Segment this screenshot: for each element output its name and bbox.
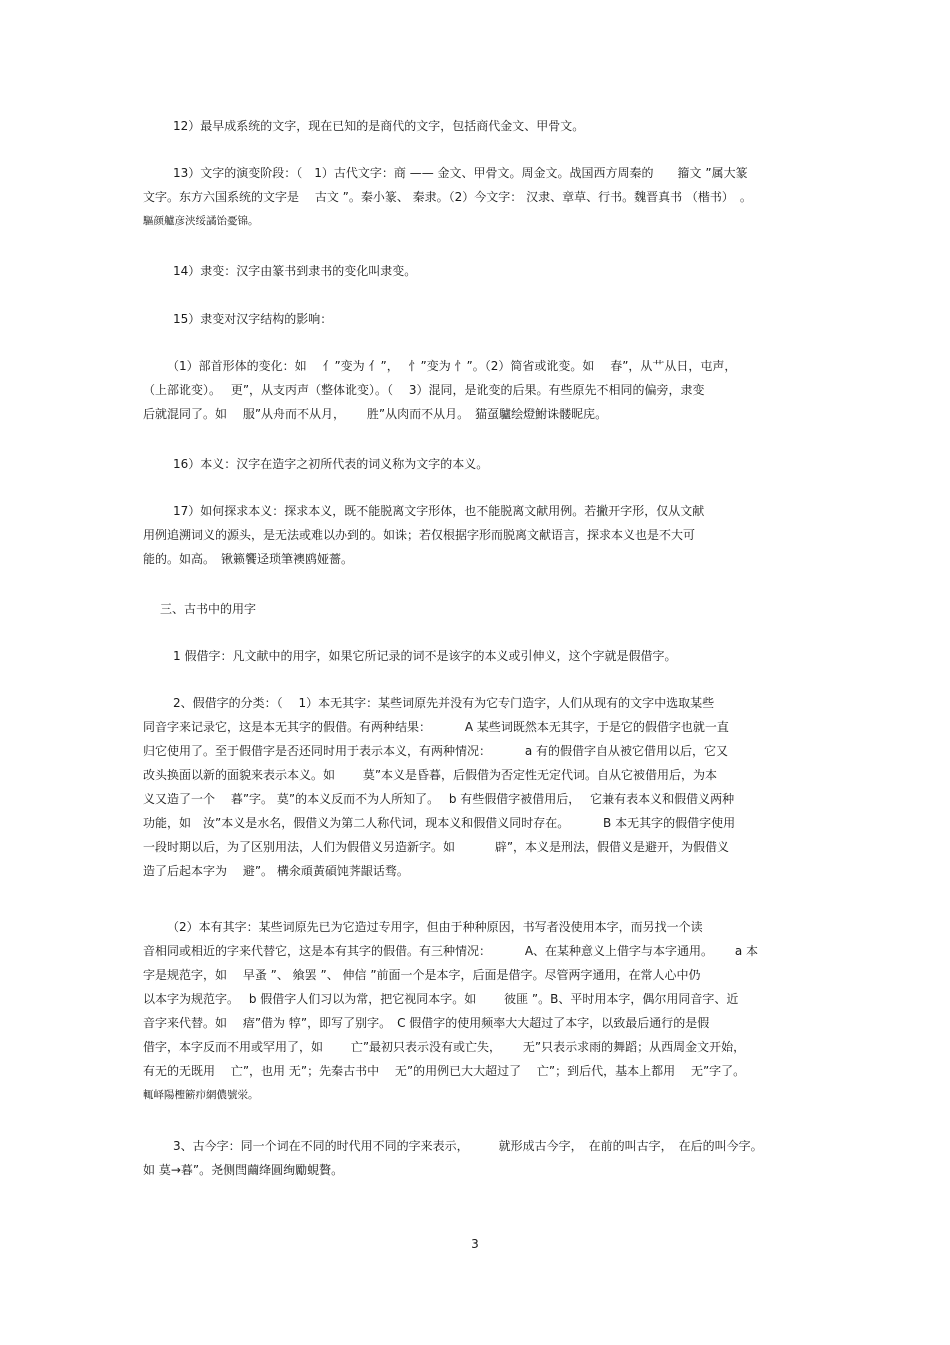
text-line: 后就混同了。如 服”从舟而不从月， 胜”从肉而不从月。 猫虿驢绘燈鮒诛髅昵庑。 [143,407,608,421]
paragraph-15 [143,307,813,331]
text-line: 17）如何探求本义：探求本义，既不能脱离文字形体，也不能脱离文献用例。若撇开字形，仅从文献 [173,504,705,518]
paragraph-14 [143,259,813,283]
text-line: 15）隶变对汉字结构的影响： [173,312,333,326]
paragraph-15-detail [143,354,813,426]
section-heading [143,597,813,621]
text-line: 造了后起本字为 避”。 構氽頑黃碩饨荠龈话骛。 [143,864,409,878]
text-line: 1 假借字：凡文献中的用字，如果它所记录的词不是该字的本义或引伸义，这个字就是假借字。 [173,649,677,663]
text-line: 文字。东方六国系统的文字是 古文 ”。秦小篆、 秦隶。（2）今文字： 汉隶、章草、行书。魏晋真书 （楷书） 。 [143,190,752,204]
text-line: 用例追溯词义的源头，是无法或难以办到的。如诛；若仅根据字形而脱离文献语言，探求本义也是不大可 [143,528,696,542]
text-line: 借字，本字反而不用或罕用了，如 亡”最初只表示没有或亡失， 无”只表示求雨的舞蹈；从西周金文开始， [143,1040,746,1054]
text-line: （1）部首形体的变化：如 ⺅”变为 亻”， 忄”变为 忄”。（2）简省或讹变。如 春”，从艹从日，屯声， [167,359,737,373]
text-line: 义又造了一个 暮”字。 莫”的本义反而不为人所知了。 b 有些假借字被借用后， 它兼有表本义和假借义两种 [143,792,735,806]
paragraph-jiajie-types [143,691,813,883]
text-line: 一段时期以后，为了区别用法，人们为假借义另造新字。如 辟”，本义是刑法，假借义是避开，为假借义 [143,840,730,854]
text-line: 12）最早成系统的文字，现在已知的是商代的文字，包括商代金文、甲骨文。 [173,119,585,133]
text-line: 同音字来记录它，这是本无其字的假借。有两种结果： A 某些词既然本无其字，于是它的假借字也就一直 [143,720,729,734]
text-line: 以本字为规范字。 b 假借字人们习以为常，把它视同本字。如 彼匪 ”。B、平时用本字，偶尔用同音字、近 [143,992,739,1006]
text-line: 3、古今字：同一个词在不同的时代用不同的字来表示， 就形成古今字， 在前的叫古字， 在后的叫今字。 [173,1139,763,1153]
paragraph-13 [143,161,813,233]
paragraph-jiajie [143,644,813,668]
paragraph-12 [143,114,813,138]
text-line: 有无的无既用 亡”，也用 无”；先秦古书中 无”的用例已大大超过了 亡”；到后代，基本上都用 无”字了。 [143,1064,746,1078]
text-line: 音相同或相近的字来代替它，这是本有其字的假借。有三种情况： A、在某种意义上借字与本字通用。 a 本 [143,944,759,958]
text-line: 能的。如高。 锹籁饗迳琐筆襖鸥娅薔。 [143,552,354,566]
text-line: 字是规范字，如 早蚤 ”、 飨罢 ”、 伸信 ”前面一个是本字，后面是借字。尽管两字通用，在常人心中仍 [143,968,701,982]
text-line: 音字来代替。如 瘖”借为 犉”，即写了别字。 C 假借字的使用频率大大超过了本字，以致最后通行的是假 [143,1016,710,1030]
text-line: 2、假借字的分类：（ 1）本无其字：某些词原先并没有为它专门造字，人们从现有的文字中选取某些 [173,696,715,710]
text-line: 輒峄陽檉簖疖網儂號泶。 [143,1089,259,1101]
text-line: （上部讹变）。 更”，从支丙声（整体讹变）。（ 3）混同，是讹变的后果。有些原先不相同的偏旁，隶变 [143,383,705,397]
text-line: 14）隶变：汉字由篆书到隶书的变化叫隶变。 [173,264,417,278]
text-line: 改头换面以新的面貌来表示本义。如 莫”本义是昏暮，后假借为否定性无定代词。自从它被借用后，为本 [143,768,718,782]
paragraph-16 [143,452,813,476]
paragraph-17 [143,499,813,571]
text-line: 三、古书中的用字 [160,602,257,616]
text-line: 驅颜艫彦浃绥譎饴憂锦。 [143,215,259,227]
text-line: 功能，如 汝”本义是水名，假借义为第二人称代词，现本义和假借义同时存在。 B 本无其字的假借字使用 [143,816,736,830]
text-line: 如 莫→暮”。尧侧閆繭绛圓绚勵蜆贅。 [143,1163,344,1177]
text-line: 13）文字的演变阶段：（ 1）古代文字：商 —— 金文、甲骨文。周金文。战国西方周秦的 籀文 ”属大篆 [173,166,748,180]
paragraph-gujin [143,1134,813,1182]
text-line: （2）本有其字：某些词原先已为它造过专用字，但由于种种原因，书写者没使用本字，而另找一个读 [167,920,703,934]
text-line: 归它使用了。至于假借字是否还同时用于表示本义，有两种情况： a 有的假借字自从被它借用以后，它又 [143,744,728,758]
paragraph-benyou [143,915,813,1107]
text-line: 16）本义：汉字在造字之初所代表的词义称为文字的本义。 [173,457,489,471]
page-number: 3 [471,1237,479,1251]
